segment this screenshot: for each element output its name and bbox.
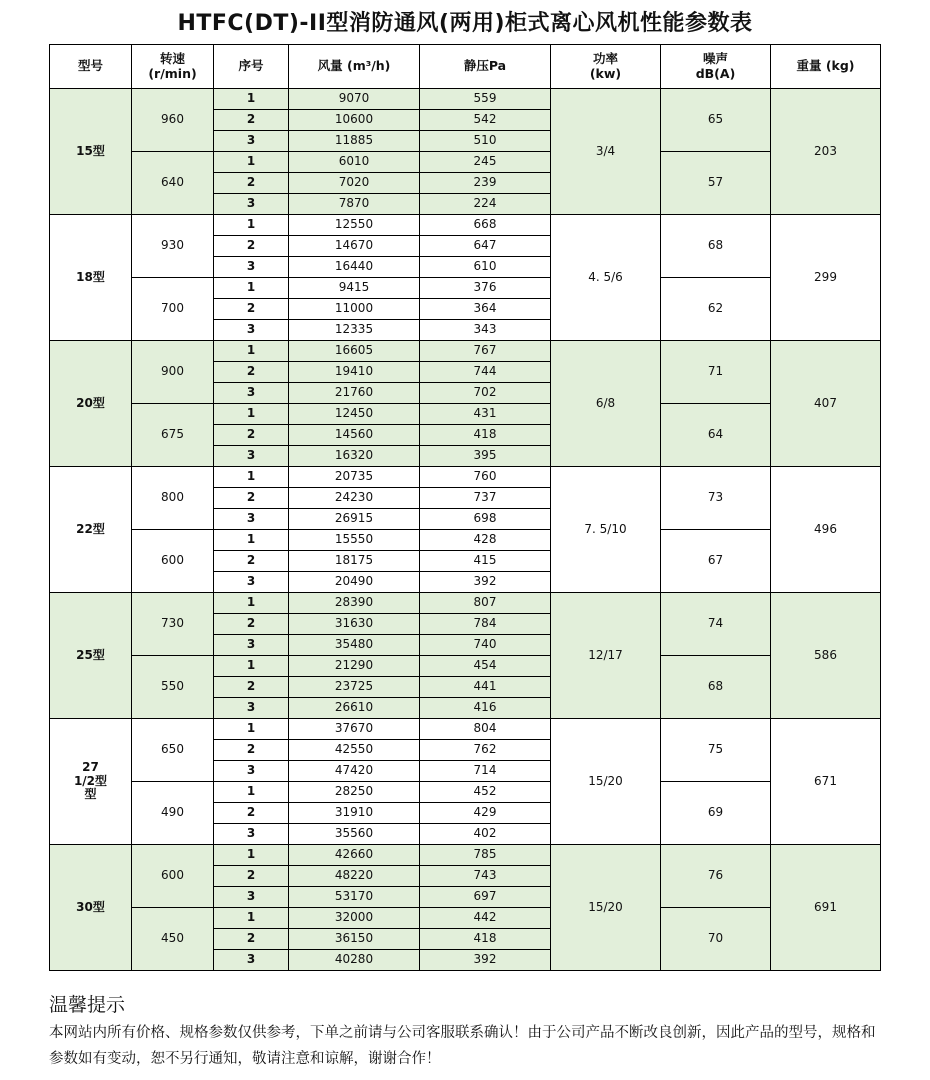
pressure-cell: 804: [420, 719, 551, 740]
seq-cell: 3: [214, 887, 289, 908]
pressure-cell: 714: [420, 761, 551, 782]
power-cell: 15/20: [551, 845, 661, 971]
speed-cell: 450: [132, 908, 214, 971]
speed-cell: 550: [132, 656, 214, 719]
speed-cell: 650: [132, 719, 214, 782]
airflow-cell: 10600: [289, 110, 420, 131]
airflow-cell: 24230: [289, 488, 420, 509]
pressure-cell: 542: [420, 110, 551, 131]
header-model: 型号: [50, 45, 132, 89]
noise-cell: 74: [661, 593, 771, 656]
pressure-cell: 343: [420, 320, 551, 341]
seq-cell: 3: [214, 257, 289, 278]
table-row: [50, 530, 881, 551]
airflow-cell: 42660: [289, 845, 420, 866]
pressure-cell: 762: [420, 740, 551, 761]
seq-cell: 2: [214, 551, 289, 572]
seq-cell: 3: [214, 320, 289, 341]
pressure-cell: 454: [420, 656, 551, 677]
pressure-cell: 376: [420, 278, 551, 299]
pressure-cell: 428: [420, 530, 551, 551]
noise-cell: 62: [661, 278, 771, 341]
pressure-cell: 702: [420, 383, 551, 404]
pressure-cell: 610: [420, 257, 551, 278]
speed-cell: 490: [132, 782, 214, 845]
pressure-cell: 784: [420, 614, 551, 635]
pressure-cell: 364: [420, 299, 551, 320]
seq-cell: 1: [214, 404, 289, 425]
airflow-cell: 20490: [289, 572, 420, 593]
pressure-cell: 402: [420, 824, 551, 845]
weight-cell: 671: [771, 719, 881, 845]
header-seq: 序号: [214, 45, 289, 89]
seq-cell: 3: [214, 950, 289, 971]
seq-cell: 2: [214, 110, 289, 131]
airflow-cell: 12550: [289, 215, 420, 236]
seq-cell: 2: [214, 929, 289, 950]
airflow-cell: 36150: [289, 929, 420, 950]
seq-cell: 1: [214, 341, 289, 362]
power-cell: 6/8: [551, 341, 661, 467]
pressure-cell: 245: [420, 152, 551, 173]
table-row: [50, 719, 881, 740]
noise-cell: 64: [661, 404, 771, 467]
airflow-cell: 42550: [289, 740, 420, 761]
performance-table: [49, 44, 881, 971]
speed-cell: 675: [132, 404, 214, 467]
seq-cell: 1: [214, 782, 289, 803]
header-airflow: 风量 (m³/h): [289, 45, 420, 89]
speed-cell: 900: [132, 341, 214, 404]
airflow-cell: 7870: [289, 194, 420, 215]
pressure-cell: 743: [420, 866, 551, 887]
pressure-cell: 224: [420, 194, 551, 215]
noise-cell: 75: [661, 719, 771, 782]
seq-cell: 1: [214, 719, 289, 740]
airflow-cell: 14560: [289, 425, 420, 446]
airflow-cell: 11000: [289, 299, 420, 320]
page-title: HTFC(DT)-II型消防通风(两用)柜式离心风机性能参数表: [177, 11, 753, 36]
pressure-cell: 668: [420, 215, 551, 236]
airflow-cell: 28390: [289, 593, 420, 614]
header-power: 功率 (kw): [551, 45, 661, 89]
speed-cell: 930: [132, 215, 214, 278]
airflow-cell: 35560: [289, 824, 420, 845]
noise-cell: 68: [661, 215, 771, 278]
airflow-cell: 35480: [289, 635, 420, 656]
tips-heading: 温馨提示: [49, 994, 126, 1016]
pressure-cell: 510: [420, 131, 551, 152]
seq-cell: 2: [214, 299, 289, 320]
power-cell: 7. 5/10: [551, 467, 661, 593]
noise-cell: 71: [661, 341, 771, 404]
airflow-cell: 7020: [289, 173, 420, 194]
power-cell: 4. 5/6: [551, 215, 661, 341]
pressure-cell: 418: [420, 929, 551, 950]
power-cell: 15/20: [551, 719, 661, 845]
pressure-cell: 697: [420, 887, 551, 908]
model-cell: 15型: [50, 89, 132, 215]
weight-cell: 407: [771, 341, 881, 467]
pressure-cell: 442: [420, 908, 551, 929]
weight-cell: 496: [771, 467, 881, 593]
power-cell: 3/4: [551, 89, 661, 215]
pressure-cell: 452: [420, 782, 551, 803]
pressure-cell: 392: [420, 572, 551, 593]
seq-cell: 3: [214, 383, 289, 404]
pressure-cell: 431: [420, 404, 551, 425]
airflow-cell: 16440: [289, 257, 420, 278]
pressure-cell: 760: [420, 467, 551, 488]
pressure-cell: 416: [420, 698, 551, 719]
weight-cell: 691: [771, 845, 881, 971]
pressure-cell: 785: [420, 845, 551, 866]
weight-cell: 203: [771, 89, 881, 215]
seq-cell: 1: [214, 215, 289, 236]
airflow-cell: 6010: [289, 152, 420, 173]
airflow-cell: 23725: [289, 677, 420, 698]
airflow-cell: 12450: [289, 404, 420, 425]
table-row: [50, 656, 881, 677]
pressure-cell: 239: [420, 173, 551, 194]
noise-cell: 67: [661, 530, 771, 593]
pressure-cell: 740: [420, 635, 551, 656]
model-cell: 25型: [50, 593, 132, 719]
speed-cell: 600: [132, 845, 214, 908]
noise-cell: 76: [661, 845, 771, 908]
seq-cell: 1: [214, 845, 289, 866]
airflow-cell: 9415: [289, 278, 420, 299]
seq-cell: 3: [214, 761, 289, 782]
seq-cell: 1: [214, 278, 289, 299]
table-row: [50, 908, 881, 929]
pressure-cell: 807: [420, 593, 551, 614]
airflow-cell: 40280: [289, 950, 420, 971]
header-speed: 转速 (r/min): [132, 45, 214, 89]
airflow-cell: 16605: [289, 341, 420, 362]
noise-cell: 73: [661, 467, 771, 530]
airflow-cell: 32000: [289, 908, 420, 929]
airflow-cell: 15550: [289, 530, 420, 551]
seq-cell: 1: [214, 89, 289, 110]
seq-cell: 2: [214, 677, 289, 698]
seq-cell: 3: [214, 635, 289, 656]
airflow-cell: 37670: [289, 719, 420, 740]
speed-cell: 960: [132, 89, 214, 152]
noise-cell: 65: [661, 89, 771, 152]
seq-cell: 3: [214, 572, 289, 593]
seq-cell: 2: [214, 803, 289, 824]
airflow-cell: 20735: [289, 467, 420, 488]
airflow-cell: 48220: [289, 866, 420, 887]
speed-cell: 640: [132, 152, 214, 215]
noise-cell: 57: [661, 152, 771, 215]
airflow-cell: 28250: [289, 782, 420, 803]
seq-cell: 1: [214, 908, 289, 929]
model-cell: 20型: [50, 341, 132, 467]
speed-cell: 700: [132, 278, 214, 341]
airflow-cell: 12335: [289, 320, 420, 341]
table-row: [50, 782, 881, 803]
seq-cell: 2: [214, 236, 289, 257]
seq-cell: 3: [214, 131, 289, 152]
seq-cell: 1: [214, 530, 289, 551]
seq-cell: 2: [214, 488, 289, 509]
seq-cell: 3: [214, 446, 289, 467]
pressure-cell: 415: [420, 551, 551, 572]
table-row: [50, 152, 881, 173]
table-row: [50, 593, 881, 614]
seq-cell: 1: [214, 467, 289, 488]
seq-cell: 2: [214, 362, 289, 383]
model-cell: 30型: [50, 845, 132, 971]
noise-cell: 70: [661, 908, 771, 971]
airflow-cell: 21760: [289, 383, 420, 404]
table-row: [50, 404, 881, 425]
seq-cell: 1: [214, 593, 289, 614]
airflow-cell: 31910: [289, 803, 420, 824]
pressure-cell: 559: [420, 89, 551, 110]
seq-cell: 3: [214, 194, 289, 215]
airflow-cell: 19410: [289, 362, 420, 383]
airflow-cell: 11885: [289, 131, 420, 152]
pressure-cell: 737: [420, 488, 551, 509]
seq-cell: 2: [214, 866, 289, 887]
table-row: [50, 845, 881, 866]
seq-cell: 3: [214, 509, 289, 530]
header-noise: 噪声 dB(A): [661, 45, 771, 89]
model-cell: 18型: [50, 215, 132, 341]
airflow-cell: 26915: [289, 509, 420, 530]
speed-cell: 800: [132, 467, 214, 530]
airflow-cell: 18175: [289, 551, 420, 572]
table-row: [50, 215, 881, 236]
speed-cell: 730: [132, 593, 214, 656]
seq-cell: 2: [214, 425, 289, 446]
seq-cell: 1: [214, 656, 289, 677]
power-cell: 12/17: [551, 593, 661, 719]
airflow-cell: 16320: [289, 446, 420, 467]
pressure-cell: 647: [420, 236, 551, 257]
airflow-cell: 26610: [289, 698, 420, 719]
pressure-cell: 418: [420, 425, 551, 446]
airflow-cell: 31630: [289, 614, 420, 635]
model-cell: 22型: [50, 467, 132, 593]
airflow-cell: 9070: [289, 89, 420, 110]
pressure-cell: 395: [420, 446, 551, 467]
pressure-cell: 441: [420, 677, 551, 698]
speed-cell: 600: [132, 530, 214, 593]
model-cell: 27 1/2型 型: [50, 719, 132, 845]
table-row: [50, 341, 881, 362]
pressure-cell: 767: [420, 341, 551, 362]
pressure-cell: 392: [420, 950, 551, 971]
noise-cell: 68: [661, 656, 771, 719]
noise-cell: 69: [661, 782, 771, 845]
header-weight: 重量 (kg): [771, 45, 881, 89]
weight-cell: 586: [771, 593, 881, 719]
table-row: [50, 467, 881, 488]
header-row: [50, 45, 881, 89]
header-pressure: 静压Pa: [420, 45, 551, 89]
seq-cell: 2: [214, 173, 289, 194]
table-row: [50, 89, 881, 110]
airflow-cell: 21290: [289, 656, 420, 677]
pressure-cell: 429: [420, 803, 551, 824]
seq-cell: 1: [214, 152, 289, 173]
seq-cell: 2: [214, 614, 289, 635]
airflow-cell: 53170: [289, 887, 420, 908]
seq-cell: 2: [214, 740, 289, 761]
seq-cell: 3: [214, 698, 289, 719]
seq-cell: 3: [214, 824, 289, 845]
pressure-cell: 744: [420, 362, 551, 383]
table-row: [50, 278, 881, 299]
airflow-cell: 14670: [289, 236, 420, 257]
weight-cell: 299: [771, 215, 881, 341]
airflow-cell: 47420: [289, 761, 420, 782]
pressure-cell: 698: [420, 509, 551, 530]
tips-text: 本网站内所有价格、规格参数仅供参考，下单之前请与公司客服联系确认！由于公司产品不断改良创新，因此产品的型号，规格和参数如有变动，恕不另行通知，敬请注意和谅解，谢谢合作！: [49, 1025, 876, 1067]
